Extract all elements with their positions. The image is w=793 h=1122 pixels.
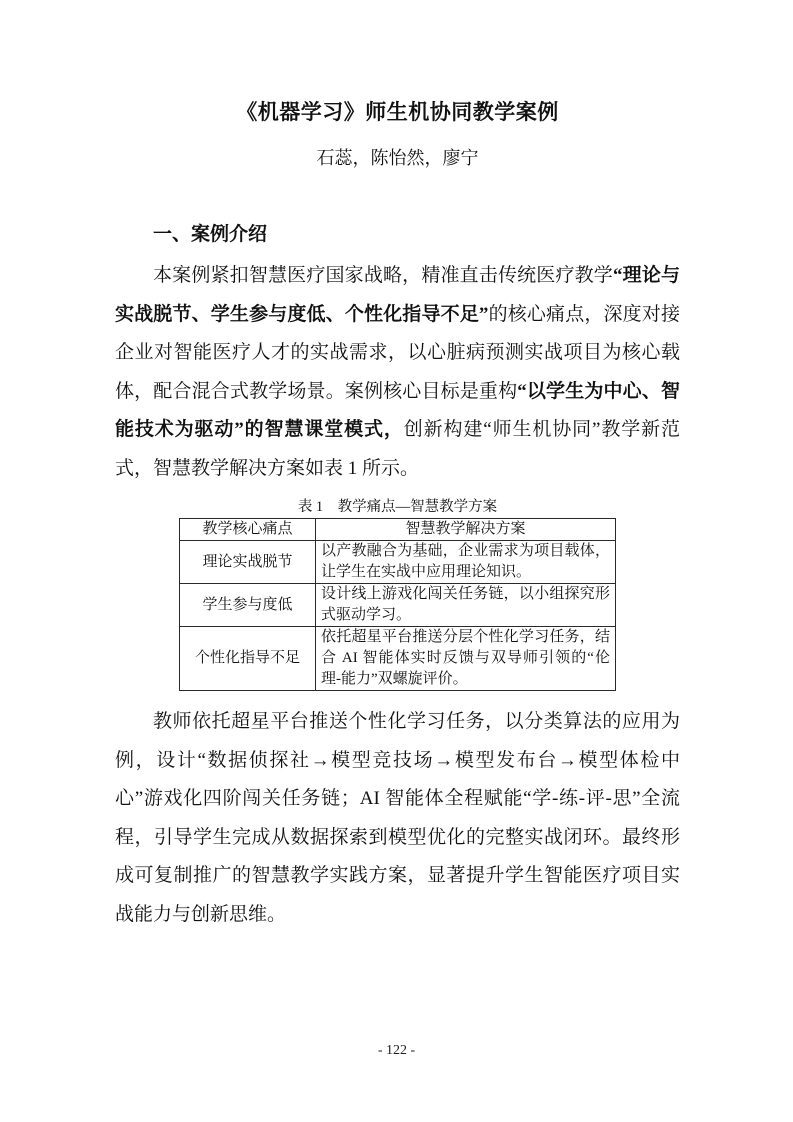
table-cell-pain-point: 理论实战脱节 <box>180 541 316 584</box>
page-number: - 122 - <box>377 1043 416 1058</box>
table-cell-pain-point: 个性化指导不足 <box>180 627 316 691</box>
table-caption: 表 1 教学痛点—智慧教学方案 <box>297 499 498 515</box>
text-run: 的核心痛点，深度对接企业对智能医疗人才的实战需求，以心脏病预测实战项目为核心载体，配合混合式教学场景。案例核心目标是重构 <box>115 303 680 402</box>
section-heading-case-intro: 一、案例介绍 <box>153 224 268 245</box>
table-header-solution: 智慧教学解决方案 <box>316 519 616 541</box>
document-title: 《机器学习》师生机协同教学案例 <box>236 100 559 124</box>
pain-point-solution-table <box>179 518 616 691</box>
table-row <box>180 541 616 584</box>
paragraph-case-overview <box>115 257 680 488</box>
text-run: 创新构建“师生机协同”教学新范式，智慧教学解决方案如表 1 所示。 <box>115 419 680 479</box>
table-cell-solution: 设计线上游戏化闯关任务链，以小组探究形式驱动学习。 <box>316 584 616 627</box>
paragraph-implementation: 教师依托超星平台推送个性化学习任务，以分类算法的应用为例，设计“数据侦探社→模型竞技场→模型发布台→模型体检中心”游戏化四阶闯关任务链；AI 智能体全程赋能“学-练-评-思”全流程，引导学生完成从数据探索到模型优化的完整实战闭环。最终形成可复制推广的智慧教学实践方案，显著提升学生智能医疗项目实战能力与创新思维。 <box>115 711 680 925</box>
table-cell-pain-point: 学生参与度低 <box>180 584 316 627</box>
authors-line: 石蕊，陈怡然，廖宁 <box>316 148 479 168</box>
table-row <box>180 584 616 627</box>
text-run-bold-classroom-model: “以学生为中心、智能技术为驱动”的智慧课堂模式， <box>115 380 680 440</box>
text-run: 本案例紧扣智慧医疗国家战略，精准直击传统医疗教学 <box>153 265 613 286</box>
table-header-pain-point: 教学核心痛点 <box>180 519 316 541</box>
table-cell-solution: 以产教融合为基础，企业需求为项目载体，让学生在实战中应用理论知识。 <box>316 541 616 584</box>
table-header-row <box>180 519 616 541</box>
table-row <box>180 627 616 691</box>
text-run-bold-pain-points: “理论与实战脱节、学生参与度低、个性化指导不足” <box>115 265 680 325</box>
table-cell-solution: 依托超星平台推送分层个性化学习任务，结合 AI 智能体实时反馈与双导师引领的“伦理-能力”双螺旋评价。 <box>316 627 616 691</box>
